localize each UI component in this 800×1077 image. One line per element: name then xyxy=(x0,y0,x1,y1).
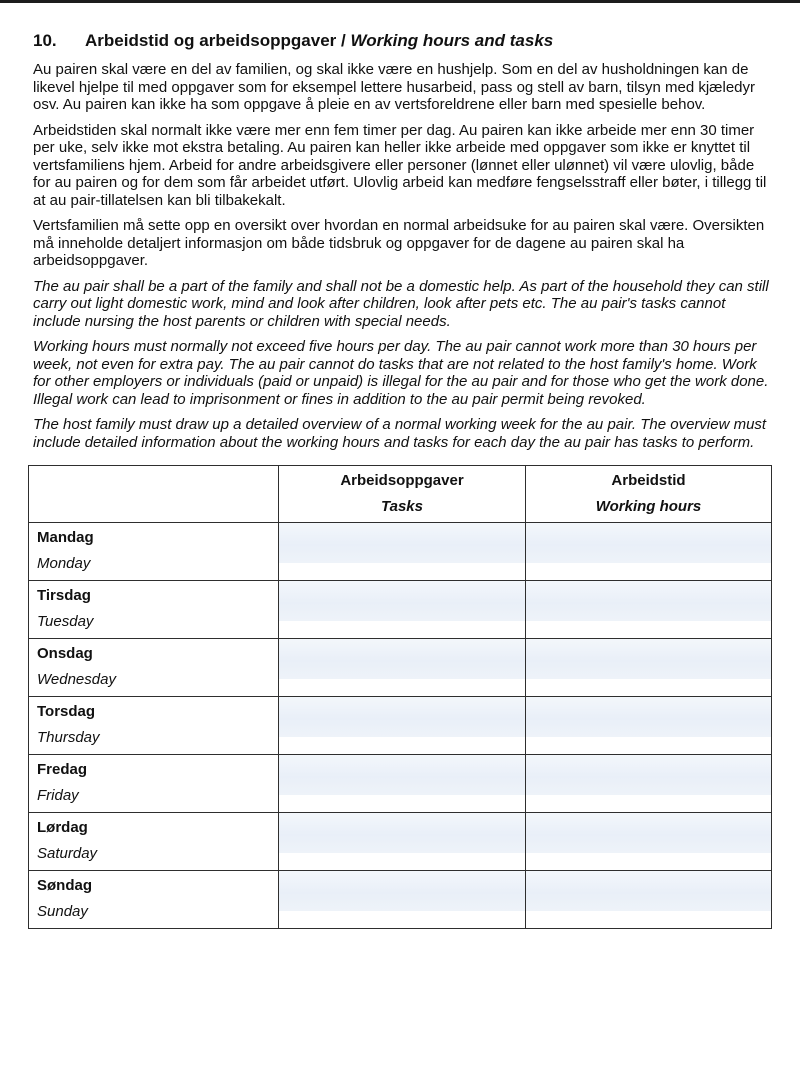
day-label-norwegian: Onsdag xyxy=(37,645,93,662)
table-row-thursday xyxy=(29,697,772,755)
header-tasks-norwegian: Arbeidsoppgaver xyxy=(340,472,464,489)
tasks-cell-friday xyxy=(279,755,526,813)
table-row-tuesday xyxy=(29,581,772,639)
day-label-norwegian: Lørdag xyxy=(37,819,88,836)
header-tasks xyxy=(279,466,526,523)
tasks-input-sunday[interactable] xyxy=(279,871,525,911)
paragraph-family-role-no: Au pairen skal være en del av familien, og skal ikke være en hushjelp. Som en del av husholdningen kan de likevel hjelpe til med oppgaver som for eksempel lettere husarbeid, pass og stell av barn, tilsyn med kjæledyr osv. Au pairen kan ikke ha som oppgave å pleie en av vertsforeldrene eller barn med spesielle behov. xyxy=(33,61,756,113)
section-number: 10. xyxy=(33,31,57,50)
day-label-english: Monday xyxy=(37,555,91,572)
hours-cell-wednesday xyxy=(526,639,772,697)
day-cell-friday xyxy=(29,755,279,813)
tasks-cell-thursday xyxy=(279,697,526,755)
day-cell-sunday xyxy=(29,871,279,929)
paragraph-family-role-en: The au pair shall be a part of the family and shall not be a domestic help. As part of the household they can still carry out light domestic work, mind and look after children, look after pets etc. The au pair's tasks cannot include nursing the host parents or children with special needs. xyxy=(33,277,769,330)
hours-cell-tuesday xyxy=(526,581,772,639)
section-title-english: Working hours and tasks xyxy=(350,31,554,50)
hours-cell-monday xyxy=(526,523,772,581)
hours-cell-thursday xyxy=(526,697,772,755)
tasks-cell-tuesday xyxy=(279,581,526,639)
day-label-english: Saturday xyxy=(37,845,98,862)
day-label-norwegian: Fredag xyxy=(37,761,88,778)
tasks-input-friday[interactable] xyxy=(279,755,525,795)
header-hours-english: Working hours xyxy=(595,498,702,515)
hours-input-saturday[interactable] xyxy=(526,813,771,853)
paragraph-working-hours-en: Working hours must normally not exceed five hours per day. The au pair cannot work more than 30 hours per week, not even for extra pay. The au pair cannot do tasks that are not related to the host family's home. Work for other employers or individuals (paid or unpaid) is illegal for the au pair and for those who get the work done. Illegal work can lead to imprisonment or fines in addition to the au pair permit being revoked. xyxy=(33,338,769,408)
day-cell-saturday xyxy=(29,813,279,871)
paragraph-overview-no: Vertsfamilien må sette opp en oversikt over hvordan en normal arbeidsuke for au pairen skal være. Oversikten må inneholde detaljert informasjon om både tidsbruk og oppgaver for de dagene au pairen skal ha arbeidsoppgaver. xyxy=(33,217,765,269)
weekly-schedule-table xyxy=(28,465,772,929)
hours-input-friday[interactable] xyxy=(526,755,771,795)
tasks-input-tuesday[interactable] xyxy=(279,581,525,621)
section-title xyxy=(33,30,770,51)
table-row-friday xyxy=(29,755,772,813)
header-hours xyxy=(526,466,772,523)
tasks-input-thursday[interactable] xyxy=(279,697,525,737)
section-title-norwegian: Arbeidstid og arbeidsoppgaver xyxy=(85,31,337,50)
day-label-norwegian: Tirsdag xyxy=(37,587,91,604)
day-label-english: Wednesday xyxy=(37,671,116,688)
day-label-english: Tuesday xyxy=(37,613,94,630)
hours-input-wednesday[interactable] xyxy=(526,639,771,679)
table-row-monday xyxy=(29,523,772,581)
tasks-input-monday[interactable] xyxy=(279,523,525,563)
day-cell-monday xyxy=(29,523,279,581)
page-top-edge xyxy=(0,0,800,3)
hours-cell-sunday xyxy=(526,871,772,929)
page-content xyxy=(33,30,770,929)
day-label-english: Friday xyxy=(37,787,79,804)
title-separator: / xyxy=(341,31,351,50)
day-label-norwegian: Torsdag xyxy=(37,703,96,720)
hours-input-monday[interactable] xyxy=(526,523,771,563)
tasks-input-wednesday[interactable] xyxy=(279,639,525,679)
table-header-row xyxy=(29,466,772,523)
tasks-cell-sunday xyxy=(279,871,526,929)
hours-input-thursday[interactable] xyxy=(526,697,771,737)
tasks-cell-wednesday xyxy=(279,639,526,697)
header-hours-norwegian: Arbeidstid xyxy=(611,472,686,489)
header-day-empty xyxy=(29,466,279,523)
header-tasks-english: Tasks xyxy=(381,498,423,515)
day-cell-thursday xyxy=(29,697,279,755)
hours-input-sunday[interactable] xyxy=(526,871,771,911)
table-row-sunday xyxy=(29,871,772,929)
hours-cell-saturday xyxy=(526,813,772,871)
day-label-norwegian: Søndag xyxy=(37,877,92,894)
tasks-cell-monday xyxy=(279,523,526,581)
table-row-saturday xyxy=(29,813,772,871)
hours-cell-friday xyxy=(526,755,772,813)
paragraph-working-hours-no: Arbeidstiden skal normalt ikke være mer enn fem timer per dag. Au pairen kan ikke arbeide mer enn 30 timer per uke, selv ikke mot ekstra betaling. Au pairen kan heller ikke arbeide med oppgaver som ikke er knyttet til vertsfamiliens hjem. Arbeid for andre arbeidsgivere eller personer (lønnet eller ulønnet) vil være ulovlig, både for au pairen og for dem som får arbeidet utført. Ulovlig arbeid kan medføre fengselsstraff eller bøter, i tillegg til at au pair-tillatelsen kan bli tilbakekalt. xyxy=(33,121,767,209)
day-label-english: Thursday xyxy=(37,729,100,746)
tasks-cell-saturday xyxy=(279,813,526,871)
day-cell-wednesday xyxy=(29,639,279,697)
paragraph-overview-en: The host family must draw up a detailed overview of a normal working week for the au pair. The overview must include detailed information about the working hours and tasks for each day the au pair has tasks to perform. xyxy=(33,416,767,451)
day-label-norwegian: Mandag xyxy=(37,529,94,546)
day-cell-tuesday xyxy=(29,581,279,639)
tasks-input-saturday[interactable] xyxy=(279,813,525,853)
table-row-wednesday xyxy=(29,639,772,697)
day-label-english: Sunday xyxy=(37,903,88,920)
hours-input-tuesday[interactable] xyxy=(526,581,771,621)
